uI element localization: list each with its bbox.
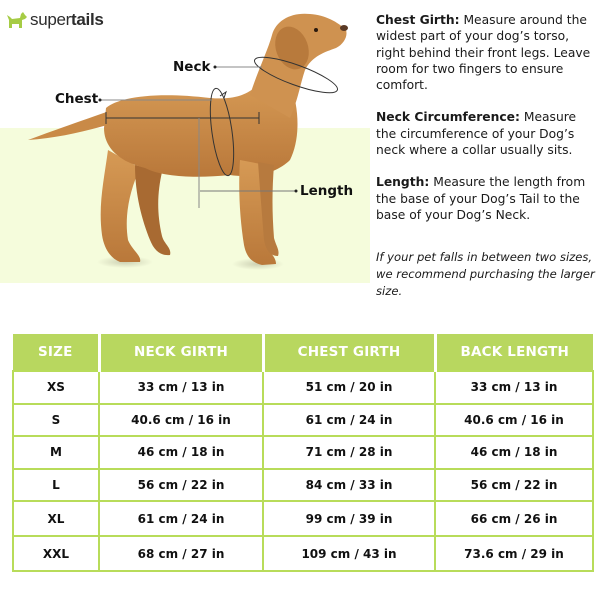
chest-girth-cell: 84 cm / 33 in [263, 469, 435, 502]
back-length-cell: 73.6 cm / 29 in [435, 536, 593, 571]
chest-girth-cell: 109 cm / 43 in [263, 536, 435, 571]
size-cell: XXL [13, 536, 99, 571]
back-length-cell: 66 cm / 26 in [435, 501, 593, 536]
size-cell: L [13, 469, 99, 502]
back-length-cell: 56 cm / 22 in [435, 469, 593, 502]
sizing-note: If your pet falls in between two sizes, we recommend purchasing the larger size. [376, 250, 595, 298]
table-row [13, 371, 593, 404]
column-header-neck-girth: NECK GIRTH [99, 334, 263, 371]
back-length-cell: 40.6 cm / 16 in [435, 404, 593, 437]
size-cell: M [13, 436, 99, 469]
dog-measurement-illustration [0, 0, 370, 290]
chest-label: Chest [55, 91, 99, 107]
chest-girth-cell: 71 cm / 28 in [263, 436, 435, 469]
table-row [13, 469, 593, 502]
neck-girth-cell: 40.6 cm / 16 in [99, 404, 263, 437]
column-header-chest-girth: CHEST GIRTH [263, 334, 435, 371]
instruction-neck-circumference: Neck Circumference: Measure the circumference of your Dog’s neck where a collar usually sits. [376, 110, 577, 158]
table-row [13, 501, 593, 536]
neck-label: Neck [173, 59, 211, 75]
brand-name: supertails [30, 10, 104, 29]
chest-girth-cell: 99 cm / 39 in [263, 501, 435, 536]
back-length-cell: 46 cm / 18 in [435, 436, 593, 469]
length-label: Length [300, 183, 354, 199]
instruction-chest-girth: Chest Girth: Measure around the widest part of your dog’s torso, right behind their front legs. Leave room for two fingers to ensure comfort. [376, 13, 591, 93]
size-cell: XS [13, 371, 99, 404]
measurement-instructions [376, 12, 594, 239]
size-cell: XL [13, 501, 99, 536]
size-chart-table [12, 334, 594, 572]
table-header-row [13, 334, 593, 371]
neck-girth-cell: 46 cm / 18 in [99, 436, 263, 469]
table-row [13, 404, 593, 437]
size-cell: S [13, 404, 99, 437]
column-header-size: SIZE [13, 334, 99, 371]
chest-girth-cell: 51 cm / 20 in [263, 371, 435, 404]
instruction-length: Length: Measure the length from the base of your Dog’s Tail to the base of your Dog’s Neck. [376, 175, 586, 222]
table-row [13, 436, 593, 469]
neck-girth-cell: 33 cm / 13 in [99, 371, 263, 404]
table-row [13, 536, 593, 571]
neck-girth-cell: 56 cm / 22 in [99, 469, 263, 502]
neck-girth-cell: 61 cm / 24 in [99, 501, 263, 536]
neck-girth-cell: 68 cm / 27 in [99, 536, 263, 571]
back-length-cell: 33 cm / 13 in [435, 371, 593, 404]
column-header-back-length: BACK LENGTH [435, 334, 593, 371]
chest-girth-cell: 61 cm / 24 in [263, 404, 435, 437]
